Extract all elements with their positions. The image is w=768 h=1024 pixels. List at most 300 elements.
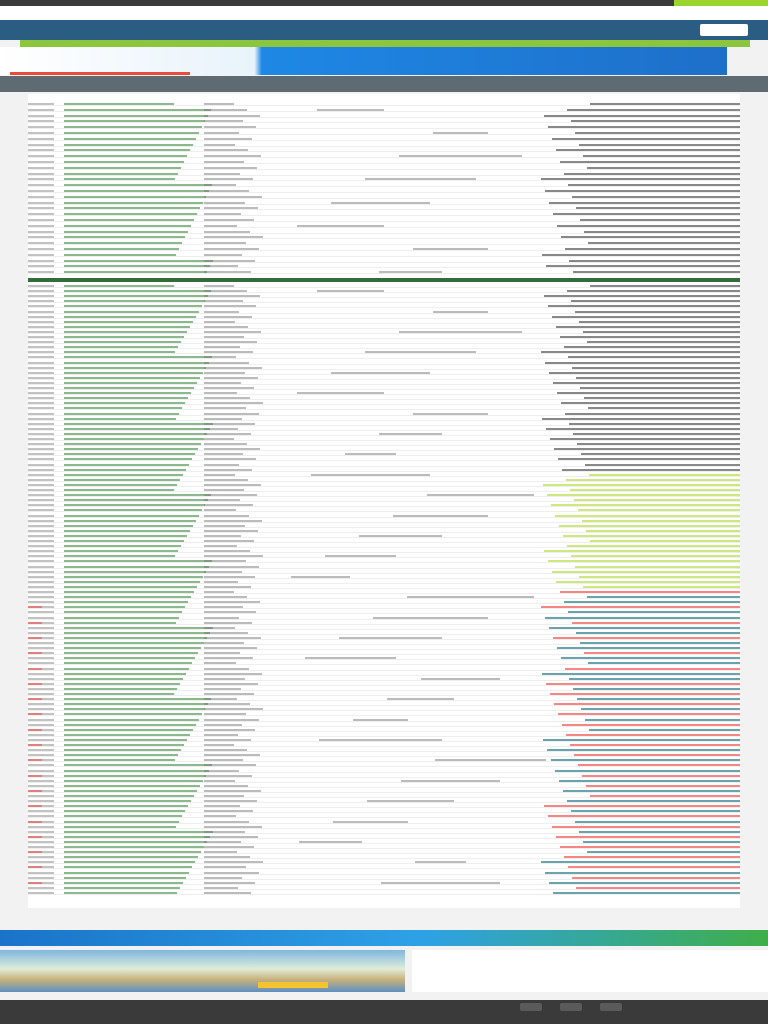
table-row[interactable]: [28, 825, 740, 829]
distance-mark: [542, 254, 740, 256]
date-mark: [28, 213, 54, 215]
table-row[interactable]: [28, 264, 740, 268]
row-rule: [28, 338, 740, 339]
row-rule: [28, 853, 740, 854]
nav-row-2[interactable]: [12, 31, 724, 38]
table-row[interactable]: [28, 381, 740, 385]
ad-banner-1[interactable]: [0, 930, 768, 946]
table-row[interactable]: [28, 320, 740, 324]
table-row[interactable]: [28, 212, 740, 216]
table-row[interactable]: [28, 432, 740, 436]
date-mark: [28, 387, 54, 389]
table-row[interactable]: [28, 189, 740, 193]
nav-row-1[interactable]: [12, 23, 724, 30]
table-row[interactable]: [28, 218, 740, 222]
site-footer: [0, 1000, 768, 1024]
table-row[interactable]: [28, 738, 740, 742]
table-row[interactable]: [28, 692, 740, 696]
table-row[interactable]: [28, 137, 740, 141]
distance-mark: [550, 438, 740, 440]
row-rule: [28, 256, 740, 257]
distance-mark: [561, 236, 740, 238]
ip-mark: [204, 407, 246, 409]
row-rule: [28, 163, 740, 164]
ip-mark: [204, 836, 258, 838]
table-row[interactable]: [28, 621, 740, 625]
table-row[interactable]: [28, 488, 740, 492]
distance-mark: [572, 877, 740, 879]
table-row[interactable]: [28, 554, 740, 558]
distance-mark: [583, 331, 740, 333]
table-row[interactable]: [28, 519, 740, 523]
distance-mark: [548, 815, 740, 817]
table-row[interactable]: [28, 422, 740, 426]
table-row[interactable]: [28, 206, 740, 210]
table-row[interactable]: [28, 565, 740, 569]
row-rule: [28, 435, 740, 436]
table-row[interactable]: [28, 340, 740, 344]
row-rule: [28, 868, 740, 869]
table-row[interactable]: [28, 534, 740, 538]
date-mark: [28, 190, 54, 192]
table-row[interactable]: [28, 774, 740, 778]
table-row[interactable]: [28, 891, 740, 895]
table-row[interactable]: [28, 814, 740, 818]
site-mark: [64, 300, 205, 302]
flag-mark: [28, 805, 42, 807]
table-row[interactable]: [28, 143, 740, 147]
table-row[interactable]: [28, 860, 740, 864]
table-row[interactable]: [28, 718, 740, 722]
table-row[interactable]: [28, 514, 740, 518]
ip-mark: [204, 138, 252, 140]
site-mark: [64, 356, 212, 358]
table-row[interactable]: [28, 789, 740, 793]
table-row[interactable]: [28, 529, 740, 533]
table-row[interactable]: [28, 524, 740, 528]
table-row[interactable]: [28, 605, 740, 609]
row-rule: [28, 772, 740, 773]
distance-mark: [590, 103, 740, 105]
row-rule: [28, 828, 740, 829]
site-mark: [64, 785, 200, 787]
table-row[interactable]: [28, 544, 740, 548]
table-row[interactable]: [28, 763, 740, 767]
ip-mark: [204, 754, 260, 756]
ip-mark: [204, 479, 248, 481]
table-row[interactable]: [28, 442, 740, 446]
table-row[interactable]: [28, 835, 740, 839]
table-row[interactable]: [28, 570, 740, 574]
table-row[interactable]: [28, 376, 740, 380]
table-row[interactable]: [28, 406, 740, 410]
table-row[interactable]: [28, 539, 740, 543]
table-row[interactable]: [28, 728, 740, 732]
table-row[interactable]: [28, 345, 740, 349]
table-row[interactable]: [28, 299, 740, 303]
note-mark: [333, 821, 408, 823]
date-mark: [28, 815, 54, 817]
table-row[interactable]: [28, 580, 740, 584]
distance-mark: [541, 861, 740, 863]
table-row[interactable]: [28, 616, 740, 620]
table-row[interactable]: [28, 166, 740, 170]
flag-mark: [28, 622, 42, 624]
date-mark: [28, 831, 54, 833]
row-rule: [28, 209, 740, 210]
table-row[interactable]: [28, 361, 740, 365]
table-row[interactable]: [28, 315, 740, 319]
note-mark: [421, 678, 500, 680]
ip-mark: [204, 586, 251, 588]
table-row[interactable]: [28, 779, 740, 783]
ad-tag: [258, 982, 328, 988]
date-mark: [28, 120, 54, 122]
distance-mark: [545, 872, 740, 874]
table-row[interactable]: [28, 850, 740, 854]
flag-mark: [28, 683, 42, 685]
table-row[interactable]: [28, 549, 740, 553]
table-row[interactable]: [28, 804, 740, 808]
table-row[interactable]: [28, 391, 740, 395]
footer-button-2[interactable]: [560, 1003, 582, 1011]
table-row[interactable]: [28, 401, 740, 405]
row-rule: [28, 603, 740, 604]
footer-button-1[interactable]: [520, 1003, 542, 1011]
ip-mark: [204, 321, 235, 323]
table-row[interactable]: [28, 259, 740, 263]
site-mark: [64, 678, 183, 680]
site-mark: [64, 530, 190, 532]
table-row[interactable]: [28, 585, 740, 589]
distance-mark: [551, 759, 740, 761]
table-row[interactable]: [28, 753, 740, 757]
table-row[interactable]: [28, 575, 740, 579]
date-mark: [28, 413, 54, 415]
row-rule: [28, 506, 740, 507]
table-row[interactable]: [28, 468, 740, 472]
distance-mark: [554, 703, 740, 705]
site-mark: [64, 173, 178, 175]
table-row[interactable]: [28, 371, 740, 375]
table-row[interactable]: [28, 498, 740, 502]
table-row[interactable]: [28, 651, 740, 655]
row-rule: [28, 287, 740, 288]
ip-mark: [204, 499, 240, 501]
site-mark: [64, 566, 209, 568]
date-mark: [28, 290, 54, 292]
row-rule: [28, 884, 740, 885]
site-mark: [64, 443, 201, 445]
ip-mark: [204, 489, 244, 491]
distance-mark: [563, 790, 740, 792]
ip-mark: [204, 596, 247, 598]
table-row[interactable]: [28, 559, 740, 563]
table-row[interactable]: [28, 595, 740, 599]
table-row[interactable]: [28, 335, 740, 339]
table-row[interactable]: [28, 626, 740, 630]
footer-button-3[interactable]: [600, 1003, 622, 1011]
table-row[interactable]: [28, 447, 740, 451]
table-row[interactable]: [28, 473, 740, 477]
table-row[interactable]: [28, 125, 740, 129]
col-head-1: [28, 94, 128, 100]
ip-mark: [204, 418, 242, 420]
date-mark: [28, 161, 54, 163]
table-row[interactable]: [28, 636, 740, 640]
table-row[interactable]: [28, 289, 740, 293]
row-rule: [28, 486, 740, 487]
distance-mark: [556, 326, 740, 328]
table-row[interactable]: [28, 201, 740, 205]
table-row[interactable]: [28, 733, 740, 737]
site-mark: [64, 892, 177, 894]
table-row[interactable]: [28, 748, 740, 752]
distance-mark: [565, 248, 740, 250]
site-mark: [64, 144, 193, 146]
table-row[interactable]: [28, 235, 740, 239]
date-mark: [28, 576, 54, 578]
distance-mark: [551, 504, 740, 506]
site-mark: [64, 866, 192, 868]
table-row[interactable]: [28, 172, 740, 176]
table-row[interactable]: [28, 769, 740, 773]
table-row[interactable]: [28, 102, 740, 106]
table-row[interactable]: [28, 876, 740, 880]
table-row[interactable]: [28, 743, 740, 747]
row-rule: [28, 273, 740, 274]
site-mark: [64, 225, 191, 227]
date-mark: [28, 300, 54, 302]
table-row[interactable]: [28, 108, 740, 112]
ip-mark: [204, 144, 235, 146]
site-mark: [64, 202, 203, 204]
table-row[interactable]: [28, 809, 740, 813]
distance-mark: [588, 662, 740, 664]
row-rule: [28, 573, 740, 574]
distance-mark: [574, 499, 740, 501]
table-row[interactable]: [28, 610, 740, 614]
table-row[interactable]: [28, 646, 740, 650]
table-row[interactable]: [28, 865, 740, 869]
row-rule: [28, 731, 740, 732]
table-row[interactable]: [28, 794, 740, 798]
table-row[interactable]: [28, 712, 740, 716]
date-mark: [28, 265, 54, 267]
table-row[interactable]: [28, 478, 740, 482]
table-row[interactable]: [28, 508, 740, 512]
table-row[interactable]: [28, 682, 740, 686]
table-row[interactable]: [28, 386, 740, 390]
table-row[interactable]: [28, 590, 740, 594]
ip-mark: [204, 821, 249, 823]
table-row[interactable]: [28, 687, 740, 691]
table-row[interactable]: [28, 661, 740, 665]
site-mark: [64, 764, 212, 766]
row-rule: [28, 105, 740, 106]
table-row[interactable]: [28, 667, 740, 671]
table-row[interactable]: [28, 886, 740, 890]
date-mark: [28, 167, 54, 169]
ad-banner-3[interactable]: [412, 950, 768, 992]
table-row[interactable]: [28, 702, 740, 706]
table-row[interactable]: [28, 294, 740, 298]
table-row[interactable]: [28, 350, 740, 354]
table-row[interactable]: [28, 600, 740, 604]
table-row[interactable]: [28, 641, 740, 645]
table-row[interactable]: [28, 310, 740, 314]
table-row[interactable]: [28, 396, 740, 400]
row-rule: [28, 619, 740, 620]
table-row[interactable]: [28, 830, 740, 834]
table-row[interactable]: [28, 881, 740, 885]
row-rule: [28, 445, 740, 446]
table-row[interactable]: [28, 330, 740, 334]
distance-mark: [587, 341, 740, 343]
footer-link[interactable]: [40, 912, 728, 922]
table-row[interactable]: [28, 148, 740, 152]
note-mark: [399, 155, 522, 157]
row-rule: [28, 128, 740, 129]
table-row[interactable]: [28, 114, 740, 118]
site-mark: [64, 402, 185, 404]
table-row[interactable]: [28, 707, 740, 711]
row-rule: [28, 746, 740, 747]
table-row[interactable]: [28, 270, 740, 274]
table-row[interactable]: [28, 119, 740, 123]
table-row[interactable]: [28, 820, 740, 824]
ip-mark: [204, 744, 234, 746]
date-mark: [28, 311, 54, 313]
table-row[interactable]: [28, 452, 740, 456]
distance-mark: [569, 260, 740, 262]
table-row[interactable]: [28, 483, 740, 487]
ad-banner-2[interactable]: [0, 950, 405, 992]
date-mark: [28, 109, 54, 111]
site-mark: [64, 433, 207, 435]
site-mark: [64, 382, 197, 384]
date-mark: [28, 780, 54, 782]
table-row[interactable]: [28, 463, 740, 467]
table-row[interactable]: [28, 631, 740, 635]
distance-mark: [576, 887, 740, 889]
table-row[interactable]: [28, 195, 740, 199]
site-mark: [64, 387, 194, 389]
distance-mark: [587, 596, 740, 598]
row-rule: [28, 751, 740, 752]
table-row[interactable]: [28, 503, 740, 507]
table-row[interactable]: [28, 799, 740, 803]
table-row[interactable]: [28, 183, 740, 187]
ip-mark: [204, 236, 263, 238]
table-row[interactable]: [28, 241, 740, 245]
note-mark: [401, 780, 500, 782]
row-rule: [28, 292, 740, 293]
site-mark: [64, 713, 202, 715]
table-row[interactable]: [28, 253, 740, 257]
date-mark: [28, 749, 54, 751]
table-row[interactable]: [28, 325, 740, 329]
table-row[interactable]: [28, 224, 740, 228]
row-rule: [28, 404, 740, 405]
table-row[interactable]: [28, 672, 740, 676]
table-row[interactable]: [28, 855, 740, 859]
date-mark: [28, 115, 54, 117]
table-row[interactable]: [28, 355, 740, 359]
distance-mark: [590, 795, 740, 797]
table-row[interactable]: [28, 493, 740, 497]
promo-banner[interactable]: [0, 47, 727, 75]
ip-mark: [204, 413, 259, 415]
table-row[interactable]: [28, 758, 740, 762]
table-row[interactable]: [28, 177, 740, 181]
ip-mark: [204, 560, 246, 562]
table-row[interactable]: [28, 230, 740, 234]
distance-mark: [548, 560, 740, 562]
date-mark: [28, 392, 54, 394]
table-row[interactable]: [28, 723, 740, 727]
distance-mark: [563, 535, 740, 537]
table-row[interactable]: [28, 677, 740, 681]
table-row[interactable]: [28, 457, 740, 461]
distance-mark: [546, 428, 740, 430]
distance-mark: [568, 184, 740, 186]
table-row[interactable]: [28, 871, 740, 875]
site-mark: [64, 484, 177, 486]
ip-mark: [204, 202, 245, 204]
date-mark: [28, 132, 54, 134]
site-mark: [64, 739, 187, 741]
table-row[interactable]: [28, 160, 740, 164]
row-rule: [28, 726, 740, 727]
table-row[interactable]: [28, 284, 740, 288]
table-row[interactable]: [28, 437, 740, 441]
table-row[interactable]: [28, 656, 740, 660]
date-mark: [28, 474, 54, 476]
row-rule: [28, 889, 740, 890]
table-row[interactable]: [28, 366, 740, 370]
note-mark: [331, 372, 430, 374]
table-row[interactable]: [28, 840, 740, 844]
table-row[interactable]: [28, 417, 740, 421]
table-row[interactable]: [28, 845, 740, 849]
row-rule: [28, 186, 740, 187]
distance-mark: [541, 178, 740, 180]
date-mark: [28, 231, 54, 233]
table-row[interactable]: [28, 412, 740, 416]
site-mark: [64, 377, 200, 379]
table-row[interactable]: [28, 304, 740, 308]
table-row[interactable]: [28, 784, 740, 788]
date-mark: [28, 601, 54, 603]
table-row[interactable]: [28, 247, 740, 251]
ip-mark: [204, 882, 255, 884]
table-row[interactable]: [28, 131, 740, 135]
site-mark: [64, 428, 210, 430]
table-row[interactable]: [28, 154, 740, 158]
distance-mark: [587, 851, 740, 853]
ip-mark: [204, 739, 251, 741]
search-input[interactable]: [700, 24, 748, 36]
date-mark: [28, 321, 54, 323]
row-rule: [28, 833, 740, 834]
table-row[interactable]: [28, 427, 740, 431]
table-row[interactable]: [28, 697, 740, 701]
distance-mark: [569, 423, 740, 425]
nav-bar: [0, 20, 768, 40]
distance-mark: [560, 161, 740, 163]
site-mark: [64, 453, 195, 455]
